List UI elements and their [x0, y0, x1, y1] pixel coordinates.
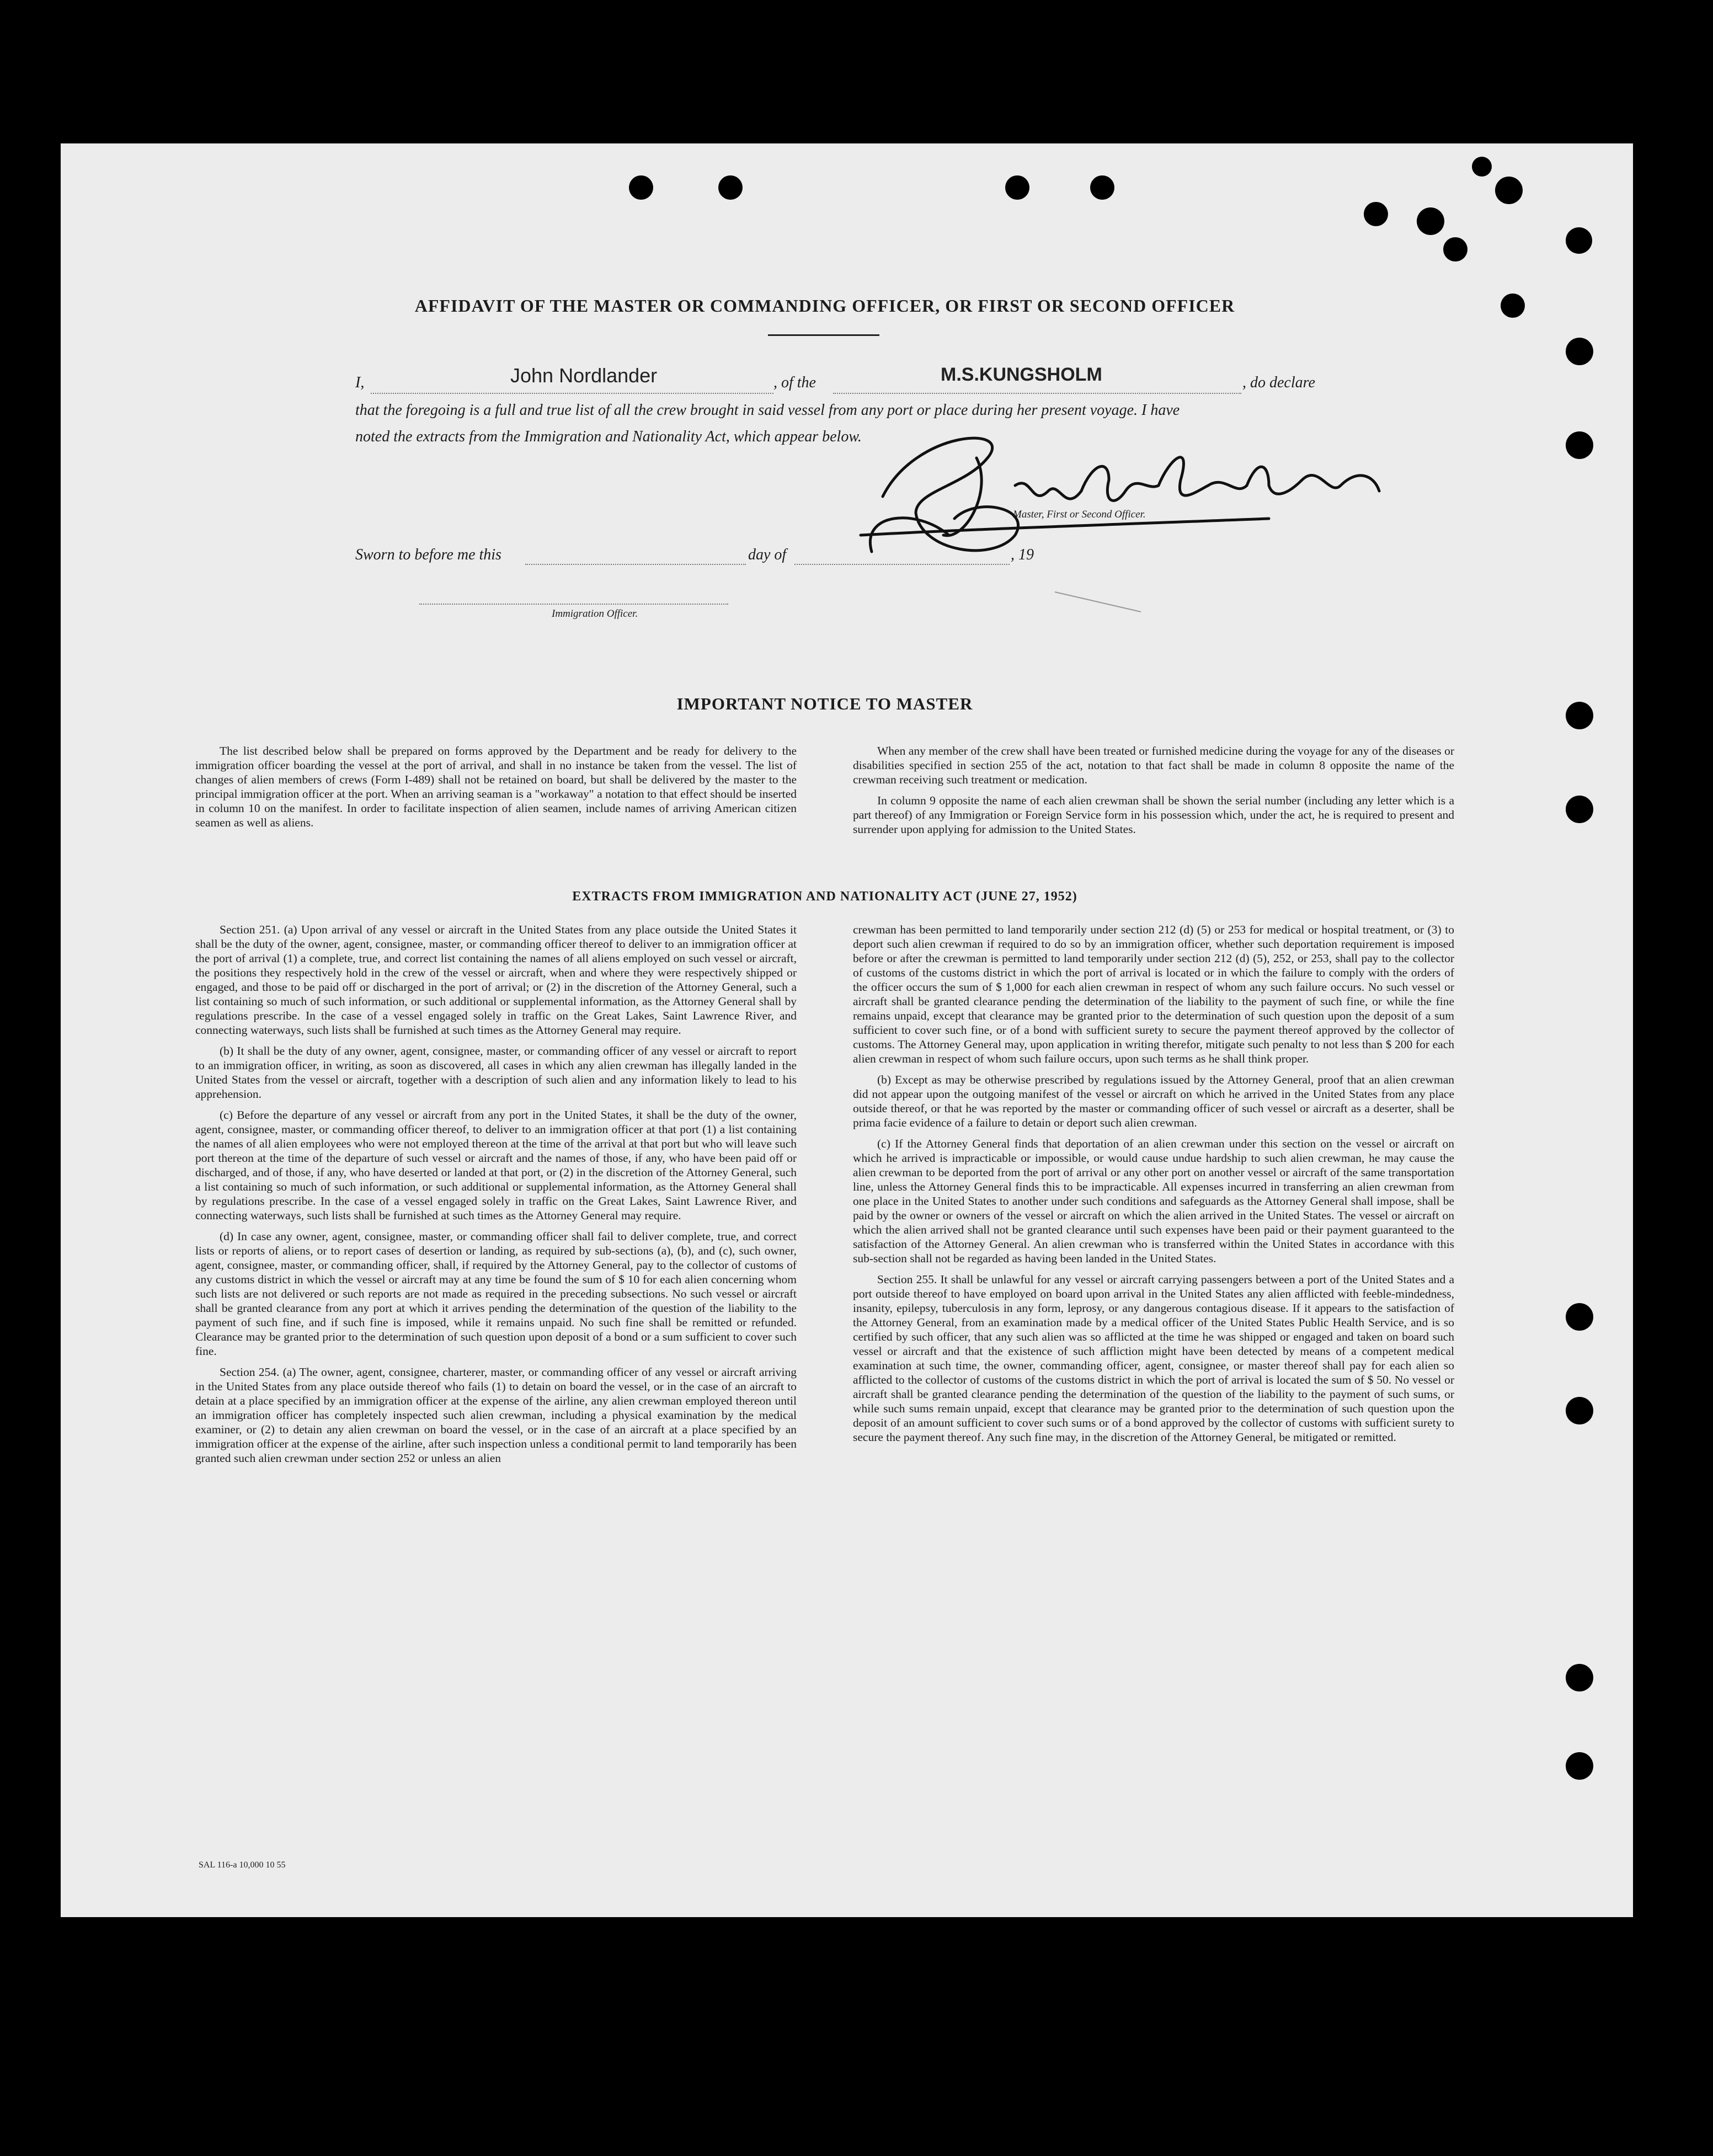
officer-line	[419, 604, 728, 605]
form-footer-code: SAL 116-a 10,000 10 55	[199, 1860, 286, 1870]
punch-hole	[1443, 237, 1467, 262]
extracts-left-column	[195, 922, 797, 1472]
extract-paragraph: crewman has been permitted to land temporarily under section 212 (d) (5) or 253 for medical or hospital treatment, or (3) to deport such alien crewman if required to do so by an immigration officer, whether such deportation requirement is imposed before or after the crewman is permitted to land temporarily under section 212 (d) (5), 252, or 253, shall pay to the collector of customs of the customs district in which the port of arrival is located or in which the failure to comply with the orders of the officer occurs the sum of $ 1,000 for each alien crewman in respect of whom any such failure occurs. No such vessel or aircraft shall be granted clearance pending the determination of the liability to the payment of such fine, or while the fine remains unpaid, except that clearance may be granted prior to the determination of such question upon the deposit of a sum sufficient to cover such fine, or of a bond with sufficient surety to secure the payment thereof approved by the collector of customs. The Attorney General may, upon application in writing therefor, mitigate such penalty to not less than $ 200 for each alien crewman in respect of whom such failure occurs, upon such terms as he shall think proper.	[853, 923, 1454, 1065]
signature-caption: Master, First or Second Officer.	[1013, 509, 1146, 520]
punch-hole	[1566, 1664, 1593, 1691]
punch-hole	[1472, 157, 1492, 177]
sworn-label: Sworn to before me this	[355, 546, 501, 563]
officer-name: John Nordlander	[510, 364, 658, 387]
extract-paragraph: (b) Except as may be otherwise prescribed by regulations issued by the Attorney General, proof that an alien crewman did not appear upon the outgoing manifest of the vessel or aircraft on which he arrived in the United States from any place outside thereof, or that he was reported by the master or commanding officer of such vessel or aircraft as a deserter, shall be prima facie evidence of a failure to detain or deport such alien crewman.	[853, 1073, 1454, 1129]
extract-paragraph: Section 251. (a) Upon arrival of any vessel or aircraft in the United States from any place outside the United States it shall be the duty of the owner, agent, consignee, master, or commanding officer thereof to deliver to an immigration officer at the port of arrival (1) a complete, true, and correct list containing the names of all aliens employed on such vessel or aircraft, the positions they respectively hold in the crew of the vessel or aircraft, when and where they were respectively shipped or engaged, and those to be paid off or discharged in the port of arrival; or (2) in the discretion of the Attorney General, such a list containing so much of such information, or such additional or supplemental information, as the Attorney General shall by regulations prescribe. In the case of a vessel engaged solely in traffic on the Great Lakes, Saint Lawrence River, and connecting waterways, such lists shall be furnished at such times as the Attorney General may require.	[195, 923, 797, 1037]
extracts-title: EXTRACTS FROM IMMIGRATION AND NATIONALITY ACT (JUNE 27, 1952)	[572, 889, 1077, 904]
notice-left-text	[195, 744, 797, 836]
punch-hole	[1566, 1397, 1593, 1424]
title-rule	[768, 334, 879, 336]
notice-title: IMPORTANT NOTICE TO MASTER	[676, 694, 973, 713]
year-prefix: , 19	[1011, 546, 1034, 563]
officer-signature	[850, 425, 1401, 568]
day-of-label: day of	[748, 546, 787, 563]
punch-hole	[629, 175, 653, 200]
extract-paragraph: (c) Before the departure of any vessel or aircraft from any port in the United States, it shall be the duty of the owner, agent, consignee, master, or commanding officer thereof, to deliver to an immigration officer at that port (1) a list containing the names of all alien employees who were not employed thereon at the time of the arrival at that port but who will leave such port thereon at the time of the departure of such vessel or aircraft and the names of those, if any, who have been paid off or discharged, and of those, if any, who have deserted or landed at that port, or (2) in the discretion of the Attorney General, such a list containing so much of such information, or such additional or supplemental information, as the Attorney General shall by regulations prescribe. In the case of a vessel engaged solely in traffic on the Great Lakes, Saint Lawrence River, and connecting waterways, such lists shall be furnished at such times as the Attorney General may require.	[195, 1108, 797, 1222]
i-label: I,	[355, 374, 365, 391]
punch-hole	[1566, 796, 1593, 823]
punch-hole	[718, 175, 743, 200]
extract-paragraph: (c) If the Attorney General finds that deportation of an alien crewman under this section on the vessel or aircraft on which he arrived is impracticable or impossible, or would cause undue hardship to such alien crewman, he may cause the alien crewman to be deported from the port of arrival or any other port on another vessel or aircraft of the same transportation line, unless the Attorney General finds this to be impracticable. All expenses incurred in transferring an alien crewman from one place in the United States to another under such conditions and safeguards as the Attorney General shall impose, shall be paid by the owner or owners of the vessel or aircraft on which the alien arrived in the United States. The vessel or aircraft on which the alien arrived shall not be granted clearance until such expenses have been paid or their payment guaranteed to the satisfaction of the Attorney General. An alien crewman who is transferred within the United States in accordance with this sub-section shall not be regarded as having been landed in the United States.	[853, 1137, 1454, 1265]
punch-hole	[1417, 207, 1444, 235]
declaration-line-2: that the foregoing is a full and true list of all the crew brought in said vessel from any port or place during her present voyage. I have	[355, 402, 1180, 419]
vessel-line	[833, 393, 1241, 394]
punch-hole	[1566, 1752, 1593, 1780]
punch-hole	[1495, 177, 1523, 204]
vessel-name: M.S.KUNGSHOLM	[941, 364, 1102, 385]
punch-hole	[1566, 338, 1593, 365]
extract-paragraph: Section 255. It shall be unlawful for any vessel or aircraft carrying passengers between a port of the United States and a port outside thereof to have employed on board upon arrival in the United States any alien afflicted with feeble-mindedness, insanity, epilepsy, tuberculosis in any form, leprosy, or any dangerous contagious disease. If it appears to the satisfaction of the Attorney General, from an examination made by a medical officer of the United States Public Health Service, and is so certified by such officer, that any such alien was so afflicted at the time he was shipped or engaged and taken on board such vessel or aircraft and that the existence of such affliction might have been detected by means of a competent medical examination at such time, the owner, commanding officer, agent, consignee, or master thereof shall pay for each alien so afflicted to the collector of customs of the customs district in which the port of arrival is located the sum of $ 50. No vessel or aircraft shall be granted clearance pending the determination of the question of the liability to the payment of such sums, or while such sums remain unpaid, except that clearance may be granted prior to the determination of such question upon the deposit of an amount sufficient to cover such sums or of a bond approved by the collector of customs with sufficient surety to secure the payment thereof. Any such fine may, in the discretion of the Attorney General, be mitigated or remitted.	[853, 1273, 1454, 1444]
sworn-day-line	[525, 564, 746, 565]
extract-paragraph: (b) It shall be the duty of any owner, agent, consignee, master, or commanding officer of any vessel or aircraft to report to an immigration officer, in writing, as soon as discovered, all cases in which any alien crewman has illegally landed in the United States from the vessel or aircraft, together with a description of such alien and any information likely to lead to his apprehension.	[195, 1044, 797, 1101]
extract-paragraph: Section 254. (a) The owner, agent, consignee, charterer, master, or commanding officer of any vessel or aircraft arriving in the United States from any place outside thereof who fails (1) to detain on board the vessel, or in the case of an aircraft to detain at a place specified by an immigration officer at the expense of the airline, any alien crewman employed thereon until an immigration officer has completely inspected such alien crewman, including a physical examination by the medical examiner, or (2) to detain any alien crewman on board the vessel, or in the case of an aircraft at a place specified by an immigration officer at the expense of the airline, after such inspection unless a conditional permit to land temporarily has been granted such alien crewman under section 252 or unless an alien	[195, 1365, 797, 1465]
punch-hole	[1566, 227, 1592, 254]
notice-right-text	[853, 744, 1454, 843]
affidavit-title: AFFIDAVIT OF THE MASTER OR COMMANDING OFFICER, OR FIRST OR SECOND OFFICER	[414, 296, 1235, 316]
immigration-officer-label: Immigration Officer.	[552, 608, 638, 620]
extract-paragraph: (d) In case any owner, agent, consignee, master, or commanding officer shall fail to deliver complete, true, and correct lists or reports of aliens, or to report cases of desertion or landing, as required by sub-sections (a), (b), and (c), such owner, agent, consignee, master, or commanding officer, shall, if required by the Attorney General, pay to the collector of customs of any customs district in which the vessel or aircraft may at any time be found the sum of $ 10 for each alien concerning whom such lists are not delivered or such reports are not made as required in the preceding subsections. No such vessel or aircraft shall be granted clearance from any port at which it arrives pending the determination of the question of the liability to the payment of such fine, and if such fine is imposed, while it remains unpaid. No such fine shall be remitted or refunded. Clearance may be granted prior to the determination of such question upon deposit of a bond or a sum sufficient to cover such fine.	[195, 1230, 797, 1358]
notice-left-paragraph: The list described below shall be prepared on forms approved by the Department and be ready for delivery to the immigration officer boarding the vessel at the port of arrival, and shall in no instance be taken from the vessel. The list of changes of alien members of crews (Form I-489) shall not be retained on board, but shall be delivered by the master to the principal immigration officer at the port. When an arriving seaman is a "workaway" a notation to that effect should be inserted in column 10 on the manifest. In order to facilitate inspection of alien seamen, include names of arriving American citizen seamen as well as aliens.	[195, 744, 797, 829]
do-declare-label: , do declare	[1242, 374, 1315, 391]
declaration-line-3: noted the extracts from the Immigration and Nationality Act, which appear below.	[355, 428, 862, 445]
name-line	[371, 393, 773, 394]
punch-hole	[1090, 175, 1114, 200]
of-the-label: , of the	[773, 374, 816, 391]
notice-right-paragraph: In column 9 opposite the name of each alien crewman shall be shown the serial number (including any letter which is a part thereof) of any Immigration or Foreign Service form in his possession which, under the act, he is required to present and surrender upon applying for admission to the United States.	[853, 794, 1454, 836]
punch-hole	[1566, 431, 1593, 459]
sworn-month-line	[794, 564, 1010, 565]
punch-hole	[1005, 175, 1029, 200]
punch-hole	[1364, 202, 1388, 226]
notice-right-paragraph: When any member of the crew shall have been treated or furnished medicine during the voyage for any of the diseases or disabilities specified in section 255 of the act, notation to that fact shall be made in column 8 opposite the name of the crewman receiving such treatment or medication.	[853, 744, 1454, 786]
punch-hole	[1566, 1303, 1593, 1331]
extracts-right-column	[853, 922, 1454, 1451]
